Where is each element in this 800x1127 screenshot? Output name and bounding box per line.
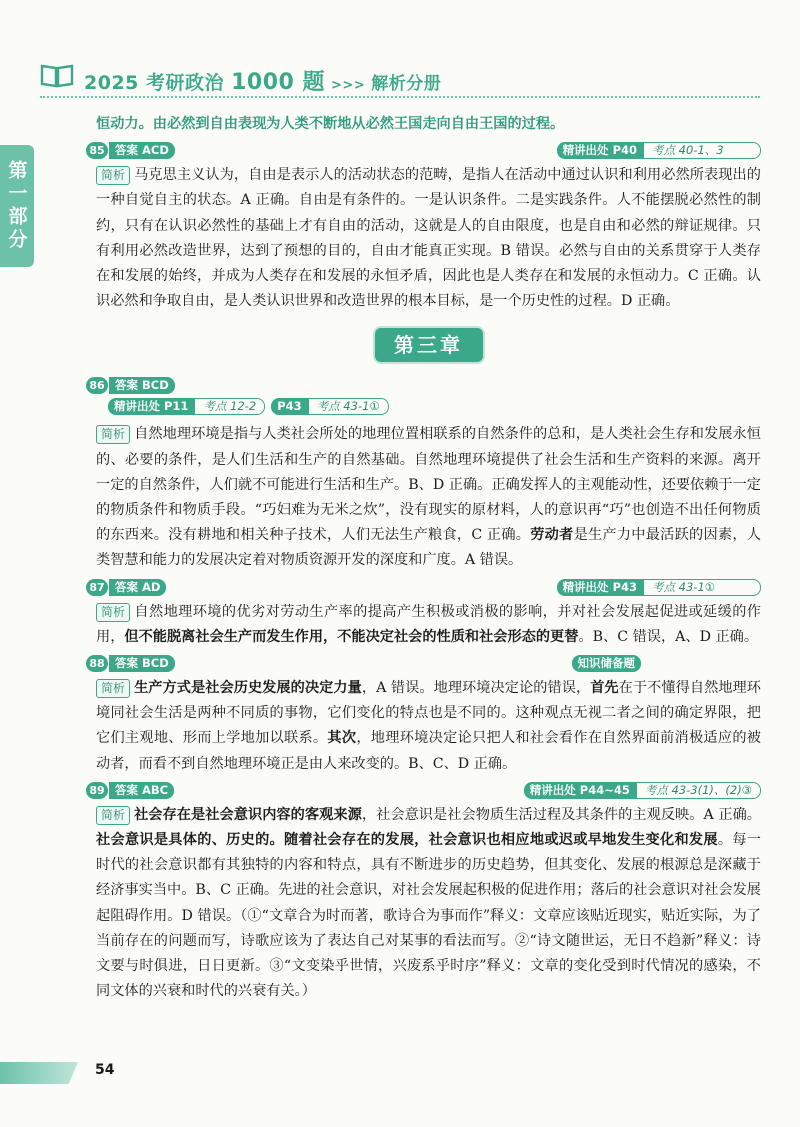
item-86-analysis: 简析 自然地理环境是指与人类社会所处的地理位置相联系的自然条件的总和，是人类社会生存和发展永恒的、必要的条件，是人们生活和生产的自然基础。自然地理环境提供了社会生活和生产资料的来源。离开一定的自然条件，人们就不可能进行生活和生产。B、D 正确。正确发挥人的主观能动性，还要依赖于一定的物质条件和物质手段。“巧妇难为无米之炊”，没有现实的原材料，人的意识再“巧”也创造不出任何物质的东西来。没有耕地和相关种子技术，人们无法生产粮食，C 正确。劳动者是生产力中最活跃的因素，人类智慧和能力的发展决定着对物质资源开发的深度和广度。A 错误。 [96, 426, 761, 569]
side-tab-part-one: 第一部分 [0, 145, 34, 267]
jianxi-tag: 简析 [96, 679, 130, 698]
answer-badge: 答案 ACD [109, 142, 175, 159]
answer-badge: 答案 BCD [109, 377, 175, 394]
item-88-analysis: 简析 生产方式是社会历史发展的决定力量，A 错误。地理环境决定论的错误，首先在于不懂得自然地理环境同社会生活是两种不同质的事物，它们变化的特点也是不同的。这种观点无视二者之间的确定界限，把它们主观地、形而上学地加以联系。其次，地理环境决定论只把人和社会看作在自然界面前消极适应的被动者，而看不到自然地理环境正是由人来改变的。B、C、D 正确。 [96, 680, 761, 772]
footer-bar [0, 1062, 78, 1084]
reference-badge-2: P43 [271, 398, 307, 415]
main-content [89, 112, 761, 1004]
knowledge-badge: 知识储备题 [572, 655, 642, 672]
question-number: 87 [86, 579, 108, 596]
header-divider [40, 96, 760, 98]
book-subtitle: 解析分册 [371, 74, 442, 94]
open-book-icon [40, 62, 74, 88]
item-88-header [89, 652, 761, 676]
item-87-analysis: 简析 自然地理环境的优劣对劳动生产率的提高产生积极或消极的影响，并对社会发展起促进或延缓的作用，但不能脱离社会生产而发生作用，不能决定社会的性质和社会形态的更替。B、C 错误，A、D 正确。 [96, 603, 761, 645]
arrows-icon: >>> [331, 78, 366, 93]
jianxi-tag: 简析 [96, 166, 130, 185]
item-89-header [89, 779, 761, 803]
page-header [40, 62, 760, 95]
answer-badge: 答案 BCD [109, 655, 175, 672]
item-87-header [89, 576, 761, 600]
chapter-title: 第三章 [375, 328, 483, 362]
item-89-analysis: 简析 社会存在是社会意识内容的客观来源，社会意识是社会物质生活过程及其条件的主观反映。A 正确。社会意识是具体的、历史的。随着社会存在的发展，社会意识也相应地或迟或早地发生变化和发展。每一时代的社会意识都有其独特的内容和特点，具有不断进步的历史趋势，但其变化、发展的根源总是深藏于经济事实当中。B、C 正确。先进的社会意识，对社会发展起积极的促进作用；落后的社会意识对社会发展起阻碍作用。D 错误。（①“文章合为时而著，歌诗合为事而作”释义：文章应该贴近现实，贴近实际，为了当前存在的问题而写，诗歌应该为了表达自己对某事的看法而写。②“诗文随世运，无日不趋新”释义：诗文要与时俱进，日日更新。③“文变染乎世情，兴废系乎时序”释义：文章的变化受到时代情况的感染，不同文体的兴衰和时代的兴衰有关。） [96, 806, 761, 1000]
item-85-header [89, 139, 761, 163]
reference-badge: 精讲出处 P43 考点 43-1① [557, 579, 761, 596]
reference-badge: 精讲出处 P40 考点 40-1、3 [557, 142, 761, 159]
jianxi-tag: 简析 [96, 603, 130, 622]
page-number: 54 [95, 1062, 115, 1078]
reference-badge: 精讲出处 P44~45 考点 43-3(1)、(2)③ [524, 782, 761, 799]
question-number: 85 [86, 142, 108, 159]
item-85-analysis: 简析 马克思主义认为，自由是表示人的活动状态的范畴，是指人在活动中通过认识和利用必然所表现出的一种自觉自主的状态。A 正确。自由是有条件的。一是认识条件。二是实践条件。人不能摆脱必然性的制约，只有在认识必然性的基础上才有自由的活动，这就是人的自由限度，也是自由和必然的辩证规律。只有利用必然改造世界，达到了预想的目的，自由才能真正实现。B 错误。必然与自由的关系贯穿于人类存在和发展的始终，并成为人类存在和发展的永恒矛盾，因此也是人类存在和发展的永恒动力。C 正确。认识必然和争取自由，是人类认识世界和改造世界的根本目标，是一个历史性的过程。D 正确。 [96, 167, 761, 310]
reference-badge: 精讲出处 P11 [108, 398, 194, 415]
jianxi-tag: 简析 [96, 806, 130, 825]
item-86-header [89, 374, 761, 398]
jianxi-tag: 简析 [96, 425, 130, 444]
answer-badge: 答案 ABC [109, 782, 174, 799]
item-86-references: 精讲出处 P11 考点 12-2 P43 考点 43-1① [96, 398, 761, 422]
answer-badge: 答案 AD [109, 579, 166, 596]
question-number: 86 [86, 377, 108, 394]
question-number: 88 [86, 655, 108, 672]
intro-line: 恒动力。由必然到自由表现为人类不断地从必然王国走向自由王国的过程。 [96, 116, 565, 132]
question-number: 89 [86, 782, 108, 799]
book-title: 2025 考研政治 1000 题 >>> 解析分册 [84, 70, 442, 95]
